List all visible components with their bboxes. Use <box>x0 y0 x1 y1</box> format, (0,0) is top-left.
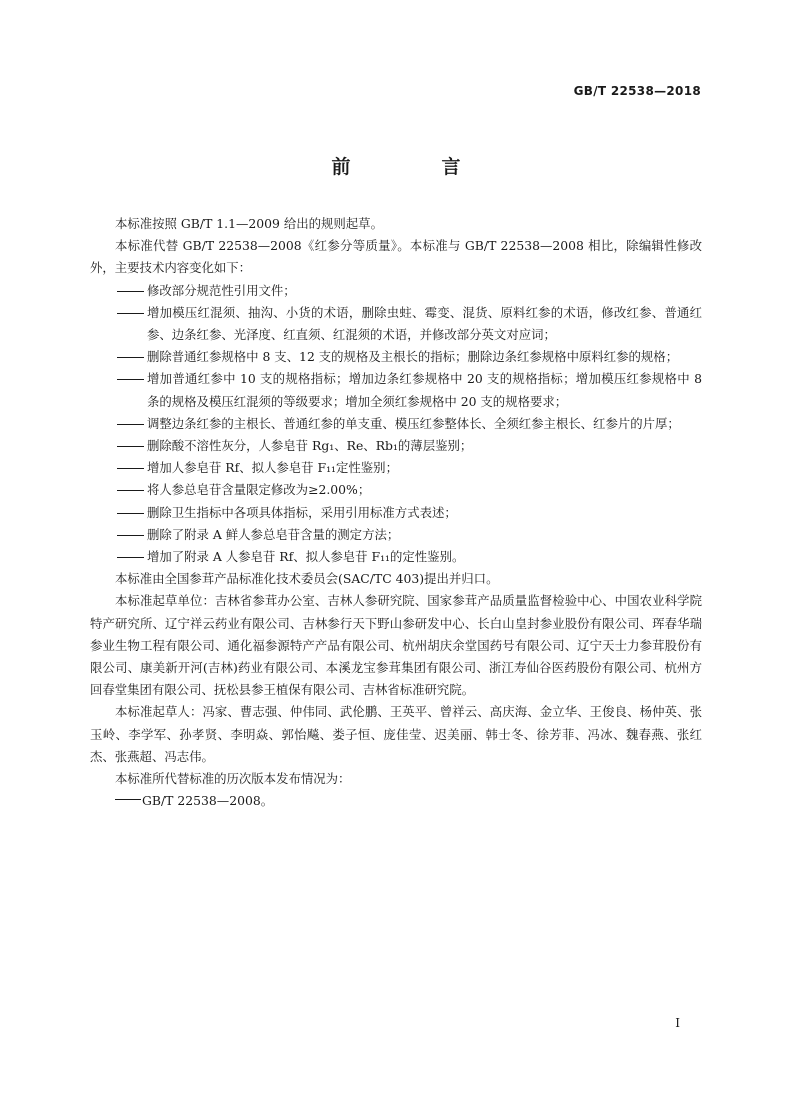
list-item-text: 修改部分规范性引用文件； <box>147 282 296 298</box>
list-item <box>90 368 702 412</box>
list-item-text: 将人参总皂苷含量限定修改为≥2.00%； <box>147 482 371 498</box>
dash-marker <box>115 795 141 805</box>
list-item <box>90 280 702 302</box>
foreword-body <box>90 213 702 812</box>
standard-code: GB/T 22538—2018 <box>573 84 701 98</box>
page-number: I <box>675 1016 680 1030</box>
paragraph-proposer: 本标准由全国参茸产品标准化技术委员会(SAC/TC 403)提出并归口。 <box>115 571 499 587</box>
list-item <box>90 435 702 457</box>
paragraph-drafting-rules: 本标准按照 GB/T 1.1—2009 给出的规则起草。 <box>115 216 383 231</box>
list-item-text: 增加人参皂苷 Rf、拟人参皂苷 F₁₁定性鉴别； <box>147 460 398 476</box>
changes-list <box>90 280 702 569</box>
paragraph-replacement: 本标准代替 GB/T 22538—2008《红参分等质量》。本标准与 GB/T 22538—2008 相比，除编辑性修改外，主要技术内容变化如下： <box>90 238 702 276</box>
list-item <box>90 346 702 368</box>
paragraph-history: 本标准所代替标准的历次版本发布情况为： <box>115 771 351 787</box>
list-item <box>90 302 702 346</box>
list-item-text: 删除酸不溶性灰分，人参皂苷 Rg₁、Re、Rb₁的薄层鉴别； <box>147 438 473 454</box>
history-item-text: GB/T 22538—2008。 <box>142 793 274 809</box>
list-item <box>90 502 702 524</box>
list-item <box>90 546 702 568</box>
list-item-text: 删除卫生指标中各项具体指标，采用引用标准方式表述； <box>147 504 457 520</box>
list-item <box>90 413 702 435</box>
list-item-text: 增加普通红参中 10 支的规格指标；增加边条红参规格中 20 支的规格指标；增加模压红参规格中 8 条的规格及模压红混须的等级要求；增加全须红参规格中 20 支的规格要求； <box>147 371 702 409</box>
list-item-text: 调整边条红参的主根长、普通红参的单支重、模压红参整体长、全须红参主根长、红参片的片厚； <box>147 415 680 431</box>
list-item <box>90 524 702 546</box>
history-item <box>90 790 702 812</box>
list-item-text: 删除了附录 A 鲜人参总皂苷含量的测定方法； <box>147 526 400 542</box>
list-item-text: 删除普通红参规格中 8 支、12 支的规格及主根长的指标；删除边条红参规格中原料红参的规格； <box>147 349 679 365</box>
list-item <box>90 479 702 501</box>
paragraph-drafters: 本标准起草人：冯家、曹志强、仲伟同、武伦鹏、王英平、曾祥云、高庆海、金立华、王俊良、杨仲英、张玉岭、李学军、孙孝贤、李明焱、郭怡飚、娄子恒、庞佳莹、迟美丽、韩士冬、徐芳菲、冯冰、魏春燕、张红杰、张燕超、冯志伟。 <box>90 704 702 764</box>
list-item-text: 增加模压红混须、抽沟、小货的术语，删除虫蛀、霉变、混货、原料红参的术语，修改红参、普通红参、边条红参、光泽度、红直须、红混须的术语，并修改部分英文对应词； <box>147 304 702 343</box>
list-item-text: 增加了附录 A 人参皂苷 Rf、拟人参皂苷 F₁₁的定性鉴别。 <box>147 549 465 565</box>
paragraph-drafting-units: 本标准起草单位：吉林省参茸办公室、吉林人参研究院、国家参茸产品质量监督检验中心、中国农业科学院特产研究所、辽宁祥云药业有限公司、吉林参行天下野山参研发中心、长白山皇封参业股份有限公司、珲春华瑞参业生物工程有限公司、通化福参源特产产品有限公司、杭州胡庆余堂国药号有限公司、辽宁天士力参茸股份有限公司、康美新开河(吉林)药业有限公司、本溪龙宝参茸集团有限公司、浙江寿仙谷医药股份有限公司、杭州方回春堂集团有限公司、抚松县参王植保有限公司、吉林省标准研究院。 <box>90 593 702 698</box>
page-title: 前 言 <box>331 156 497 178</box>
list-item <box>90 457 702 479</box>
